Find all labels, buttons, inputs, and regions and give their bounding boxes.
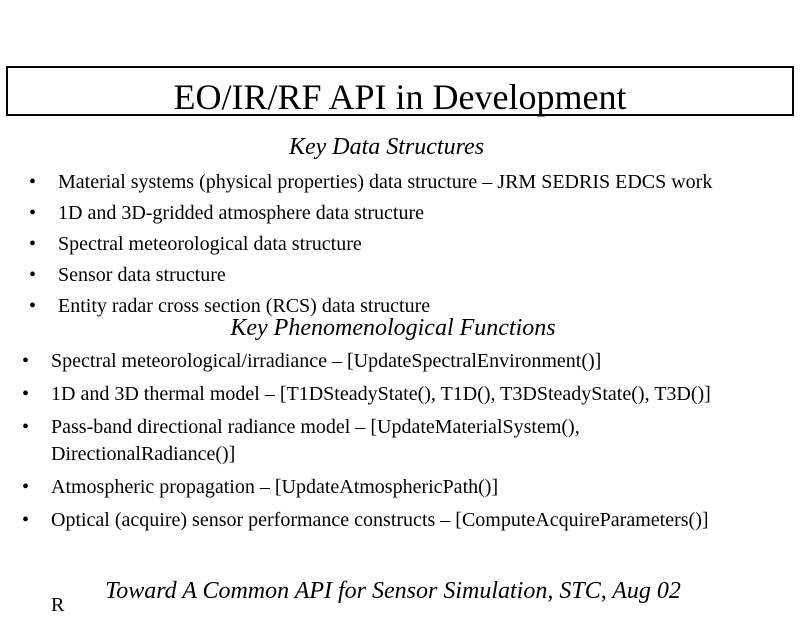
list-item [29,231,758,258]
bullet-icon: • [29,295,37,317]
bullet-icon: • [22,476,30,498]
section-heading-data-structures: Key Data Structures [288,134,485,160]
list-item-text: 1D and 3D-gridded atmosphere data structure [58,202,424,224]
data-structures-list [29,169,758,324]
bullet-icon: • [29,264,37,286]
list-item [22,474,751,501]
bullet-icon: • [29,202,37,224]
bullet-icon: • [22,350,30,372]
bullet-icon: • [22,416,30,438]
bullet-icon: • [29,233,37,255]
bullet-icon: • [29,171,37,193]
list-item-text: Entity radar cross section (RCS) data structure [58,295,431,317]
list-item [29,200,758,227]
list-item [22,414,751,468]
slide-title: EO/IR/RF API in Development [173,77,627,117]
list-item [22,381,751,408]
overflow-text: R [51,594,65,616]
phenomenological-functions-list [22,348,751,540]
section-heading-phenomenological-functions: Key Phenomenological Functions [230,315,556,341]
bullet-icon: • [22,383,30,405]
list-item [29,262,758,289]
list-item-text: Optical (acquire) sensor performance constructs – [ComputeAcquireParameters()] [51,509,709,531]
list-item [22,348,751,375]
list-item-text: Material systems (physical properties) data structure – JRM SEDRIS EDCS work [58,171,713,193]
list-item-text: Sensor data structure [58,264,226,286]
list-item-text: Pass-band directional radiance model – [UpdateMaterialSystem(), DirectionalRadiance()] [51,416,580,465]
list-item-text: 1D and 3D thermal model – [T1DSteadyState(), T1D(), T3DSteadyState(), T3D()] [51,383,711,405]
list-item-text: Spectral meteorological data structure [58,233,362,255]
list-item [22,507,751,534]
slide-footer: Toward A Common API for Sensor Simulation, STC, Aug 02 [105,578,681,604]
list-item-text: Atmospheric propagation – [UpdateAtmosphericPath()] [51,476,499,498]
list-item-text: Spectral meteorological/irradiance – [UpdateSpectralEnvironment()] [51,350,602,372]
bullet-icon: • [22,509,30,531]
list-item [29,169,758,196]
